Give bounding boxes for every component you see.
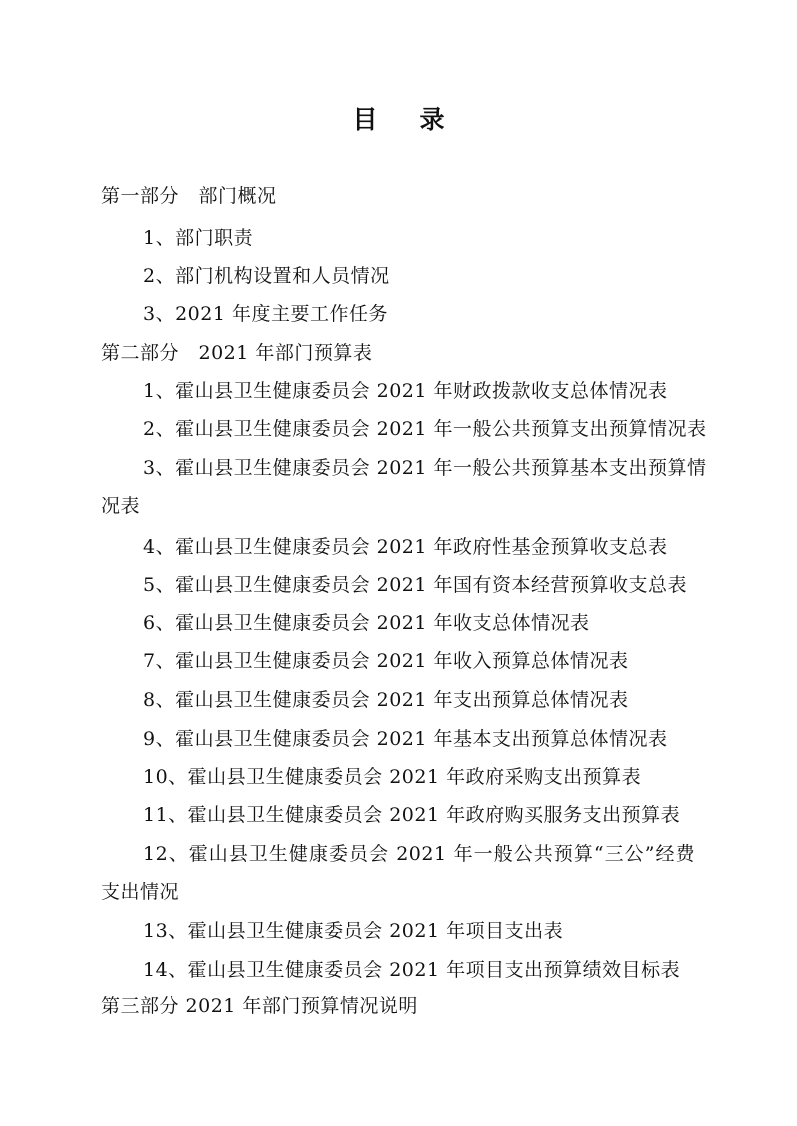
part-heading-2: 第二部分 2021 年部门预算表	[101, 342, 373, 364]
toc-item: 11、霍山县卫生健康委员会 2021 年政府购买服务支出预算表	[143, 804, 681, 826]
toc-item: 2、部门机构设置和人员情况	[143, 265, 390, 287]
toc-item-continuation: 支出情况	[101, 881, 180, 903]
toc-item: 5、霍山县卫生健康委员会 2021 年国有资本经营预算收支总表	[143, 574, 688, 596]
toc-item: 1、霍山县卫生健康委员会 2021 年财政拨款收支总体情况表	[143, 380, 668, 402]
toc-item: 1、部门职责	[143, 227, 254, 249]
toc-item: 8、霍山县卫生健康委员会 2021 年支出预算总体情况表	[143, 689, 629, 711]
toc-item: 3、霍山县卫生健康委员会 2021 年一般公共预算基本支出预算情	[143, 457, 707, 479]
toc-item: 7、霍山县卫生健康委员会 2021 年收入预算总体情况表	[143, 650, 629, 672]
toc-item: 12、霍山县卫生健康委员会 2021 年一般公共预算“三公”经费	[143, 843, 695, 865]
toc-item-continuation: 况表	[101, 495, 141, 517]
toc-item: 6、霍山县卫生健康委员会 2021 年收支总体情况表	[143, 612, 590, 634]
part-heading-1: 第一部分 部门概况	[101, 185, 277, 207]
page-title: 目录	[352, 105, 487, 134]
toc-item: 14、霍山县卫生健康委员会 2021 年项目支出预算绩效目标表	[143, 959, 681, 981]
toc-item: 2、霍山县卫生健康委员会 2021 年一般公共预算支出预算情况表	[143, 418, 707, 440]
toc-item: 9、霍山县卫生健康委员会 2021 年基本支出预算总体情况表	[143, 728, 668, 750]
toc-item: 4、霍山县卫生健康委员会 2021 年政府性基金预算收支总表	[143, 536, 668, 558]
toc-item: 13、霍山县卫生健康委员会 2021 年项目支出表	[143, 920, 564, 942]
toc-item: 10、霍山县卫生健康委员会 2021 年政府采购支出预算表	[143, 766, 642, 788]
part-heading-3: 第三部分 2021 年部门预算情况说明	[101, 995, 418, 1017]
toc-item: 3、2021 年度主要工作任务	[143, 303, 388, 325]
